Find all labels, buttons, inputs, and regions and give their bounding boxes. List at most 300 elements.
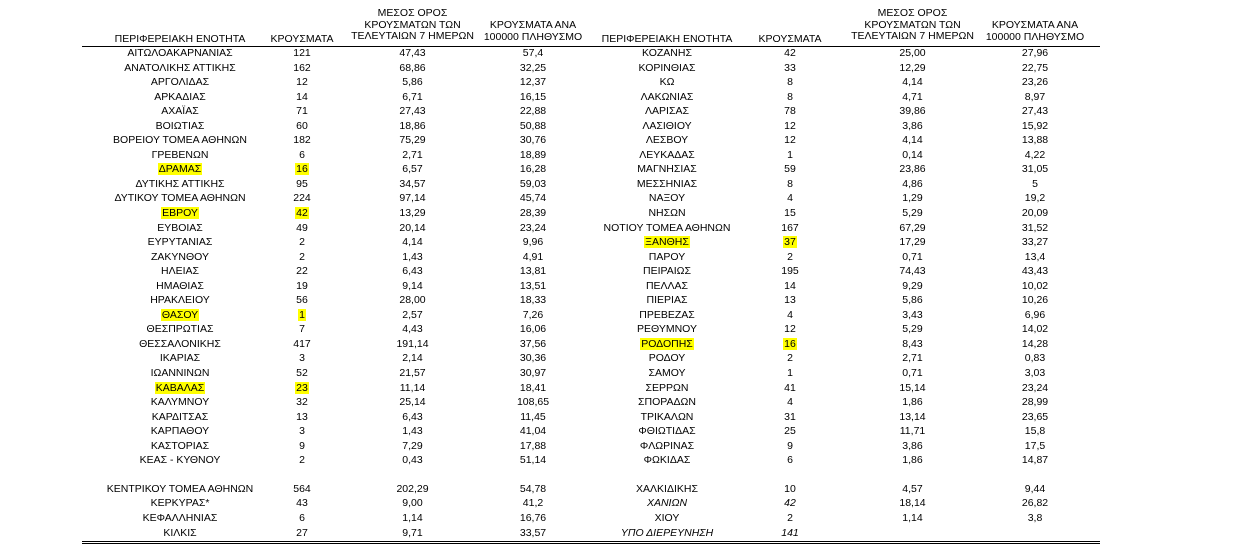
cell-value: 1,43 xyxy=(402,425,423,438)
table-cell-avg7 xyxy=(345,148,480,163)
cell-value: 13 xyxy=(784,294,796,307)
cell-value: 121 xyxy=(293,47,311,59)
cell-value: ΦΘΙΩΤΙΔΑΣ xyxy=(638,425,696,438)
table-cell-avg7 xyxy=(845,526,980,541)
cell-value: ΠΑΡΟΥ xyxy=(648,250,686,263)
cell-value: 13,81 xyxy=(519,265,547,278)
row-gap xyxy=(262,468,342,482)
cell-value: 12 xyxy=(784,134,796,147)
table-cell-cases xyxy=(750,424,830,439)
table-cell-cases xyxy=(262,322,342,337)
table-cell-per100k xyxy=(478,206,588,221)
table-cell-avg7 xyxy=(845,424,980,439)
left-avg7-column xyxy=(345,46,480,540)
table-cell-cases xyxy=(750,439,830,454)
table-cell-region xyxy=(95,46,265,61)
table-cell-avg7 xyxy=(345,482,480,497)
table-cell-cases xyxy=(750,322,830,337)
table-cell-region xyxy=(95,90,265,105)
table-cell-cases xyxy=(750,206,830,221)
table-cell-avg7 xyxy=(345,162,480,177)
cell-value: 4,14 xyxy=(402,236,423,249)
cell-value: 16,06 xyxy=(519,323,547,336)
table-cell-region xyxy=(582,395,752,410)
table-cell-region xyxy=(582,90,752,105)
cell-value: ΧΑΛΚΙΔΙΚΗΣ xyxy=(636,482,698,495)
cell-value: ΑΝΑΤΟΛΙΚΗΣ ΑΤΤΙΚΗΣ xyxy=(124,61,236,74)
table-cell-cases xyxy=(262,482,342,497)
cell-value: 0,14 xyxy=(902,148,923,161)
table-cell-cases xyxy=(262,235,342,250)
cell-value: ΥΠΟ ΔΙΕΡΕΥΝΗΣΗ xyxy=(620,526,714,539)
table-cell-per100k xyxy=(980,337,1090,352)
cell-value: 6,71 xyxy=(402,90,423,103)
table-cell-per100k xyxy=(478,90,588,105)
cell-value: 22 xyxy=(296,265,308,278)
cell-value: 195 xyxy=(781,265,799,278)
cell-value: ΚΙΛΚΙΣ xyxy=(163,526,197,539)
cell-value: 12 xyxy=(296,76,308,89)
table-cell-per100k xyxy=(980,75,1090,90)
cell-value: 22,75 xyxy=(1021,61,1049,74)
cell-value: 17,88 xyxy=(519,439,547,452)
table-cell-region xyxy=(582,221,752,236)
cell-value: 16,28 xyxy=(519,163,547,176)
cell-value: 54,78 xyxy=(519,482,547,495)
table-cell-region xyxy=(582,526,752,541)
cell-value: 4,14 xyxy=(902,76,923,89)
table-cell-cases xyxy=(750,410,830,425)
cell-value: ΧΑΝΙΩΝ xyxy=(646,497,688,510)
cell-value: 37 xyxy=(784,236,796,249)
cell-value: 13,29 xyxy=(399,207,426,220)
cell-value: 3,03 xyxy=(1024,367,1046,380)
cell-value: ΦΩΚΙΔΑΣ xyxy=(643,454,691,467)
cell-value: 51,14 xyxy=(519,454,547,467)
cell-value: 30,36 xyxy=(519,352,547,365)
cell-value: 16,76 xyxy=(519,511,547,524)
cell-value: 6,96 xyxy=(1024,308,1046,321)
table-cell-per100k xyxy=(478,424,588,439)
cell-value: 27,43 xyxy=(399,105,426,118)
cell-value: 4 xyxy=(787,308,793,321)
cell-value: 2,71 xyxy=(902,352,923,365)
table-cell-avg7 xyxy=(845,221,980,236)
cell-value: 11,71 xyxy=(899,425,926,438)
cell-value: 32,25 xyxy=(519,61,547,74)
cell-value: ΕΥΡΥΤΑΝΙΑΣ xyxy=(147,236,213,249)
table-cell-avg7 xyxy=(345,366,480,381)
table-cell-region xyxy=(95,279,265,294)
table-cell-cases xyxy=(262,264,342,279)
cell-value: 6,43 xyxy=(402,265,423,278)
cell-value: 9,71 xyxy=(402,526,423,539)
cell-value: 15,14 xyxy=(899,381,926,394)
table-cell-region xyxy=(582,279,752,294)
cell-value: ΛΕΣΒΟΥ xyxy=(645,134,689,147)
table-cell-region xyxy=(95,526,265,541)
cell-value: 28,00 xyxy=(399,294,426,307)
table-cell-avg7 xyxy=(345,439,480,454)
table-cell-avg7 xyxy=(845,381,980,396)
cell-value: 25,00 xyxy=(899,47,926,59)
cell-value: 15,8 xyxy=(1024,425,1046,438)
cell-value: 6 xyxy=(299,511,305,524)
cell-value: 2 xyxy=(299,454,305,467)
cell-value: 5,86 xyxy=(902,294,923,307)
right-per100k-column xyxy=(980,46,1090,540)
cell-value: 23,24 xyxy=(1021,381,1049,394)
table-cell-cases xyxy=(262,366,342,381)
table-cell-avg7 xyxy=(845,366,980,381)
table-cell-region xyxy=(95,133,265,148)
cell-value: 49 xyxy=(296,221,308,234)
table-cell-per100k xyxy=(478,177,588,192)
cell-value: 2,71 xyxy=(402,148,423,161)
cell-value: ΔΥΤΙΚΗΣ ΑΤΤΙΚΗΣ xyxy=(135,177,225,190)
cell-value: ΠΕΛΛΑΣ xyxy=(645,279,689,292)
table-cell-cases xyxy=(750,264,830,279)
table-cell-cases xyxy=(750,250,830,265)
table-cell-region xyxy=(95,162,265,177)
table-cell-region xyxy=(582,381,752,396)
cell-value: 56 xyxy=(296,294,308,307)
cell-value: 32 xyxy=(296,396,308,409)
cell-value: 41 xyxy=(784,381,796,394)
table-cell-per100k xyxy=(478,191,588,206)
table-cell-cases xyxy=(262,61,342,76)
cell-value: 2 xyxy=(299,250,305,263)
table-cell-avg7 xyxy=(845,206,980,221)
cell-value: ΑΙΤΩΛΟΑΚΑΡΝΑΝΙΑΣ xyxy=(127,47,233,59)
table-cell-per100k xyxy=(478,511,588,526)
cell-value: 14,87 xyxy=(1021,454,1049,467)
cell-value: ΛΑΣΙΘΙΟΥ xyxy=(642,119,692,132)
table-cell-per100k xyxy=(478,439,588,454)
table-cell-avg7 xyxy=(345,75,480,90)
table-cell-per100k xyxy=(478,148,588,163)
table-cell-cases xyxy=(750,61,830,76)
table-cell-cases xyxy=(262,308,342,323)
table-cell-cases xyxy=(750,148,830,163)
table-cell-region xyxy=(95,264,265,279)
left-region-column xyxy=(95,46,265,540)
cell-value: ΖΑΚΥΝΘΟΥ xyxy=(150,250,209,263)
cell-value: 25 xyxy=(784,425,796,438)
table-cell-cases xyxy=(750,526,830,541)
table-cell-avg7 xyxy=(845,308,980,323)
table-cell-cases xyxy=(262,453,342,468)
cell-value: 12,29 xyxy=(899,61,926,74)
table-cell-avg7 xyxy=(345,221,480,236)
cell-value: ΞΑΝΘΗΣ xyxy=(645,236,689,249)
table-cell-region xyxy=(95,439,265,454)
table-cell-per100k xyxy=(980,482,1090,497)
table-cell-region xyxy=(582,264,752,279)
table-cell-avg7 xyxy=(345,90,480,105)
cell-value: 2,14 xyxy=(402,352,423,365)
table-cell-per100k xyxy=(478,496,588,511)
cell-value: 19,2 xyxy=(1024,192,1046,205)
cell-value: ΚΕΡΚΥΡΑΣ* xyxy=(150,497,210,510)
table-cell-avg7 xyxy=(845,351,980,366)
cell-value: 59 xyxy=(784,163,796,176)
table-cell-per100k xyxy=(980,453,1090,468)
table-cell-per100k xyxy=(478,526,588,541)
cell-value: ΠΙΕΡΙΑΣ xyxy=(646,294,688,307)
table-cell-per100k xyxy=(980,381,1090,396)
table-cell-cases xyxy=(750,119,830,134)
cell-value: 41,2 xyxy=(522,497,544,510)
cell-value: ΦΛΩΡΙΝΑΣ xyxy=(639,439,695,452)
cell-value: 16,15 xyxy=(519,90,547,103)
table-cell-region xyxy=(95,351,265,366)
table-cell-region xyxy=(95,337,265,352)
table-cell-per100k xyxy=(980,104,1090,119)
table-cell-cases xyxy=(750,308,830,323)
table-cell-region xyxy=(582,119,752,134)
table-cell-region xyxy=(582,351,752,366)
table-cell-cases xyxy=(262,119,342,134)
table-cell-region xyxy=(95,104,265,119)
cell-value: ΕΥΒΟΙΑΣ xyxy=(157,221,203,234)
table-cell-per100k xyxy=(478,453,588,468)
cell-value: ΗΡΑΚΛΕΙΟΥ xyxy=(150,294,210,307)
table-cell-per100k xyxy=(980,395,1090,410)
cell-value: ΝΟΤΙΟΥ ΤΟΜΕΑ ΑΘΗΝΩΝ xyxy=(603,221,731,234)
cell-value: 42 xyxy=(784,497,796,510)
table-cell-avg7 xyxy=(845,177,980,192)
header-per100k-right: ΚΡΟΥΣΜΑΤΑ ΑΝΑ 100000 ΠΛΗΘΥΣΜΟ xyxy=(985,19,1085,43)
table-cell-avg7 xyxy=(345,191,480,206)
table-cell-region xyxy=(582,366,752,381)
table-cell-avg7 xyxy=(845,133,980,148)
table-cell-region xyxy=(582,133,752,148)
header-avg7-right: ΜΕΣΟΣ ΟΡΟΣ ΚΡΟΥΣΜΑΤΩΝ ΤΩΝ ΤΕΛΕΥΤΑΙΩΝ 7 ΗΜΕΡΩΝ xyxy=(851,7,974,42)
right-avg7-column xyxy=(845,46,980,540)
table-cell-region xyxy=(582,322,752,337)
table-cell-region xyxy=(582,206,752,221)
table-cell-region xyxy=(582,337,752,352)
table-cell-avg7 xyxy=(845,250,980,265)
table-cell-region xyxy=(582,177,752,192)
cell-value: ΛΑΚΩΝΙΑΣ xyxy=(640,90,694,103)
table-cell-per100k xyxy=(980,496,1090,511)
cell-value: 27,43 xyxy=(1021,105,1049,118)
cell-value: 20,09 xyxy=(1021,207,1049,220)
cell-value: 9 xyxy=(299,439,305,452)
cell-value: 182 xyxy=(293,134,311,147)
cell-value: ΠΡΕΒΕΖΑΣ xyxy=(639,308,695,321)
table-cell-cases xyxy=(262,75,342,90)
table-cell-avg7 xyxy=(345,264,480,279)
cell-value: ΙΩΑΝΝΙΝΩΝ xyxy=(150,367,210,380)
table-cell-cases xyxy=(750,381,830,396)
cell-value: 9,96 xyxy=(522,236,544,249)
cell-value: 7,26 xyxy=(522,308,544,321)
cell-value: 11,45 xyxy=(520,410,546,423)
table-cell-per100k xyxy=(980,410,1090,425)
table-cell-region xyxy=(95,395,265,410)
cell-value: 43,43 xyxy=(1021,265,1049,278)
cell-value: 59,03 xyxy=(519,177,547,190)
table-cell-region xyxy=(95,482,265,497)
table-cell-region xyxy=(95,496,265,511)
table-cell-cases xyxy=(750,453,830,468)
table-cell-cases xyxy=(750,337,830,352)
cell-value: ΚΑΡΔΙΤΣΑΣ xyxy=(151,410,209,423)
table-cell-per100k xyxy=(478,104,588,119)
table-cell-avg7 xyxy=(345,133,480,148)
table-cell-avg7 xyxy=(345,337,480,352)
table-cell-region xyxy=(95,206,265,221)
table-cell-per100k xyxy=(980,250,1090,265)
cell-value: 16 xyxy=(784,337,796,350)
table-cell-region xyxy=(582,482,752,497)
cell-value: ΓΡΕΒΕΝΩΝ xyxy=(151,148,209,161)
table-cell-per100k xyxy=(478,337,588,352)
cell-value: 162 xyxy=(293,61,311,74)
cell-value: ΘΕΣΣΑΛΟΝΙΚΗΣ xyxy=(139,337,221,350)
cell-value: 67,29 xyxy=(899,221,926,234)
cell-value: 12,37 xyxy=(519,76,547,89)
table-cell-per100k xyxy=(478,366,588,381)
cell-value: 7 xyxy=(299,323,305,336)
cell-value: ΣΑΜΟΥ xyxy=(648,367,686,380)
table-cell-avg7 xyxy=(845,264,980,279)
cell-value: 31 xyxy=(784,410,796,423)
cell-value: 3 xyxy=(299,425,305,438)
cell-value: 1,86 xyxy=(902,454,923,467)
cell-value: 14,28 xyxy=(1021,337,1049,350)
table-cell-cases xyxy=(750,366,830,381)
cell-value: 45,74 xyxy=(519,192,547,205)
table-cell-per100k xyxy=(478,61,588,76)
table-cell-cases xyxy=(262,526,342,541)
cell-value: 3,43 xyxy=(902,308,923,321)
table-cell-avg7 xyxy=(345,381,480,396)
table-cell-per100k xyxy=(478,46,588,61)
table-cell-avg7 xyxy=(845,496,980,511)
table-cell-per100k xyxy=(980,424,1090,439)
table-cell-avg7 xyxy=(345,250,480,265)
table-cell-avg7 xyxy=(845,90,980,105)
cell-value: 4 xyxy=(787,396,793,409)
cell-value: 3,8 xyxy=(1027,511,1043,524)
table-cell-avg7 xyxy=(345,410,480,425)
table-cell-cases xyxy=(750,104,830,119)
cell-value: 3,86 xyxy=(902,119,923,132)
table-cell-region xyxy=(95,75,265,90)
cell-value: 9,44 xyxy=(1024,482,1046,495)
cell-value: ΑΧΑΪΑΣ xyxy=(161,105,199,118)
cell-value: 13,88 xyxy=(1021,134,1049,147)
cell-value: ΑΡΓΟΛΙΔΑΣ xyxy=(150,76,210,89)
cell-value: ΣΠΟΡΑΔΩΝ xyxy=(638,396,696,409)
table-cell-region xyxy=(95,293,265,308)
cell-value: 13 xyxy=(296,410,308,423)
table-cell-cases xyxy=(750,496,830,511)
table-cell-per100k xyxy=(980,61,1090,76)
cell-value: 27,96 xyxy=(1021,47,1049,59)
table-cell-avg7 xyxy=(345,424,480,439)
right-region-column xyxy=(582,46,752,540)
cell-value: 4,43 xyxy=(402,323,423,336)
table-cell-region xyxy=(95,511,265,526)
cell-value: 43 xyxy=(296,497,308,510)
cell-value: 33 xyxy=(784,61,796,74)
table-cell-avg7 xyxy=(345,46,480,61)
table-cell-per100k xyxy=(478,162,588,177)
table-cell-region xyxy=(582,162,752,177)
table-cell-per100k xyxy=(478,482,588,497)
cell-value: 1 xyxy=(787,367,793,380)
cell-value: 30,76 xyxy=(519,134,547,147)
cell-value: 6,57 xyxy=(402,163,423,176)
table-cell-cases xyxy=(262,46,342,61)
table-cell-cases xyxy=(262,496,342,511)
cell-value: 6 xyxy=(299,148,305,161)
cell-value: 25,14 xyxy=(399,396,426,409)
table-cell-cases xyxy=(750,133,830,148)
cell-value: 18,89 xyxy=(519,148,547,161)
cell-value: 8 xyxy=(787,177,793,190)
table-cell-cases xyxy=(262,104,342,119)
cell-value: 12 xyxy=(784,119,796,132)
cell-value: 202,29 xyxy=(396,482,429,495)
cell-value: ΒΟΡΕΙΟΥ ΤΟΜΕΑ ΑΘΗΝΩΝ xyxy=(113,134,247,147)
table-cell-per100k xyxy=(980,293,1090,308)
cell-value: 57,4 xyxy=(522,47,544,59)
table-cell-region xyxy=(95,250,265,265)
table-cell-cases xyxy=(262,148,342,163)
cell-value: 564 xyxy=(293,482,311,495)
table-cell-avg7 xyxy=(345,279,480,294)
table-cell-avg7 xyxy=(845,119,980,134)
table-cell-avg7 xyxy=(345,119,480,134)
cell-value: 16 xyxy=(296,163,308,176)
table-cell-per100k xyxy=(478,75,588,90)
cell-value: 2 xyxy=(787,352,793,365)
cell-value: 10,02 xyxy=(1021,279,1049,292)
table-cell-per100k xyxy=(980,46,1090,61)
cell-value: 191,14 xyxy=(396,337,429,350)
cell-value: 28,99 xyxy=(1021,396,1049,409)
cell-value: ΘΑΣΟΥ xyxy=(161,308,199,321)
left-per100k-column xyxy=(478,46,588,540)
table-cell-avg7 xyxy=(845,395,980,410)
table-cell-cases xyxy=(262,250,342,265)
table-cell-avg7 xyxy=(345,308,480,323)
table-cell-per100k xyxy=(980,119,1090,134)
cell-value: ΚΕΦΑΛΛΗΝΙΑΣ xyxy=(142,511,218,524)
cell-value: 1,43 xyxy=(402,250,423,263)
cell-value: 18,33 xyxy=(519,294,547,307)
table-cell-region xyxy=(95,177,265,192)
cell-value: 39,86 xyxy=(899,105,926,118)
cell-value: ΚΟΖΑΝΗΣ xyxy=(642,47,692,59)
header-region-right: ΠΕΡΙΦΕΡΕΙΑΚΗ ΕΝΟΤΗΤΑ xyxy=(601,33,733,45)
cell-value: ΚΩ xyxy=(659,76,675,89)
cell-value: 33,27 xyxy=(1021,236,1049,249)
header-cases-left: ΚΡΟΥΣΜΑΤΑ xyxy=(270,33,334,45)
cell-value: 47,43 xyxy=(399,47,426,59)
cell-value: ΝΗΣΩΝ xyxy=(648,207,686,220)
table-cell-per100k xyxy=(980,90,1090,105)
cell-value: ΚΟΡΙΝΘΙΑΣ xyxy=(638,61,696,74)
cell-value: 74,43 xyxy=(899,265,926,278)
table-cell-avg7 xyxy=(345,351,480,366)
